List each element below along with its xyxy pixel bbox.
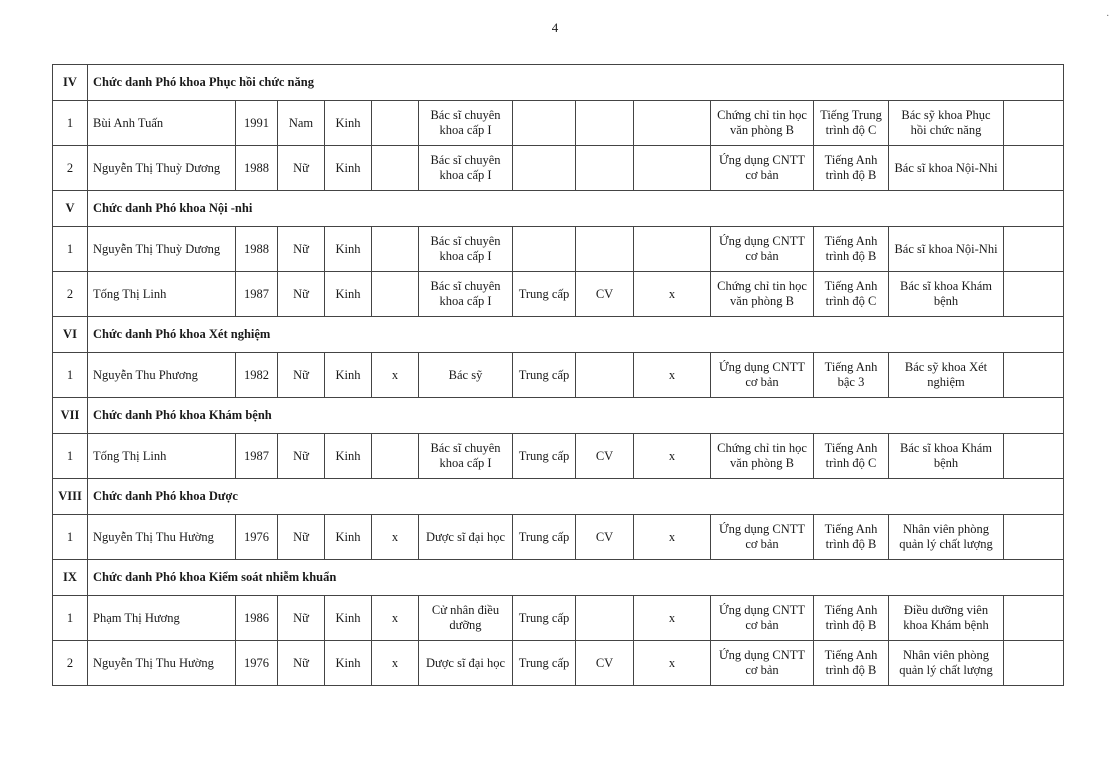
- cell-party: x: [372, 515, 419, 560]
- cell-language: Tiếng Anh trình độ C: [814, 434, 889, 479]
- section-title: Chức danh Phó khoa Kiểm soát nhiễm khuẩn: [88, 560, 1064, 596]
- cell-degree: Cử nhân điều dưỡng: [419, 596, 513, 641]
- cell-ethnicity: Kinh: [325, 353, 372, 398]
- page-number: 4: [551, 20, 559, 35]
- cell-politics: Trung cấp: [513, 596, 576, 641]
- cell-admin: CV: [576, 641, 634, 686]
- section-number: IV: [53, 65, 88, 101]
- cell-ethnicity: Kinh: [325, 227, 372, 272]
- cell-party: [372, 227, 419, 272]
- section-title: Chức danh Phó khoa Xét nghiệm: [88, 317, 1064, 353]
- section-number: V: [53, 191, 88, 227]
- cell-gender: Nữ: [278, 434, 325, 479]
- cell-ethnicity: Kinh: [325, 596, 372, 641]
- cell-language: Tiếng Anh bậc 3: [814, 353, 889, 398]
- section-header-row: [53, 317, 1064, 353]
- section-number: VI: [53, 317, 88, 353]
- cell-name: Nguyễn Thị Thuỳ Dương: [88, 146, 236, 191]
- table-row: [53, 434, 1064, 479]
- cell-gender: Nữ: [278, 146, 325, 191]
- cell-year: 1976: [236, 641, 278, 686]
- cell-name: Nguyễn Thị Thu Hường: [88, 515, 236, 560]
- cell-position: Bác sĩ khoa Khám bệnh: [889, 434, 1004, 479]
- section-title: Chức danh Phó khoa Phục hồi chức năng: [88, 65, 1064, 101]
- cell-position: Bác sỹ khoa Xét nghiệm: [889, 353, 1004, 398]
- cell-ethnicity: Kinh: [325, 272, 372, 317]
- cell-state-mgmt: x: [634, 272, 711, 317]
- cell-it: Chứng chỉ tin học văn phòng B: [711, 272, 814, 317]
- cell-party: x: [372, 596, 419, 641]
- cell-name: Tống Thị Linh: [88, 434, 236, 479]
- cell-party: [372, 146, 419, 191]
- cell-admin: CV: [576, 272, 634, 317]
- cell-degree: Bác sĩ chuyên khoa cấp I: [419, 434, 513, 479]
- cell-politics: Trung cấp: [513, 353, 576, 398]
- cell-politics: Trung cấp: [513, 515, 576, 560]
- cell-degree: Dược sĩ đại học: [419, 641, 513, 686]
- cell-note: [1004, 515, 1064, 560]
- cell-state-mgmt: [634, 101, 711, 146]
- cell-year: 1987: [236, 272, 278, 317]
- cell-it: Ứng dụng CNTT cơ bản: [711, 227, 814, 272]
- cell-it: Chứng chỉ tin học văn phòng B: [711, 101, 814, 146]
- section-header-row: [53, 560, 1064, 596]
- section-header-row: [53, 65, 1064, 101]
- cell-note: [1004, 227, 1064, 272]
- cell-stt: 2: [53, 146, 88, 191]
- cell-it: Ứng dụng CNTT cơ bản: [711, 146, 814, 191]
- table-row: [53, 146, 1064, 191]
- section-number: VIII: [53, 479, 88, 515]
- cell-state-mgmt: x: [634, 596, 711, 641]
- cell-note: [1004, 641, 1064, 686]
- table-row: [53, 353, 1064, 398]
- section-header-row: [53, 191, 1064, 227]
- cell-admin: CV: [576, 434, 634, 479]
- cell-language: Tiếng Anh trình độ C: [814, 272, 889, 317]
- cell-position: Nhân viên phòng quản lý chất lượng: [889, 641, 1004, 686]
- cell-stt: 1: [53, 101, 88, 146]
- cell-gender: Nữ: [278, 272, 325, 317]
- cell-it: Ứng dụng CNTT cơ bản: [711, 515, 814, 560]
- table-row: [53, 227, 1064, 272]
- cell-position: Nhân viên phòng quản lý chất lượng: [889, 515, 1004, 560]
- cell-ethnicity: Kinh: [325, 515, 372, 560]
- cell-stt: 1: [53, 227, 88, 272]
- section-header-row: [53, 398, 1064, 434]
- cell-note: [1004, 596, 1064, 641]
- cell-politics: [513, 101, 576, 146]
- cell-degree: Bác sĩ chuyên khoa cấp I: [419, 227, 513, 272]
- cell-language: Tiếng Trung trình độ C: [814, 101, 889, 146]
- section-number: IX: [53, 560, 88, 596]
- cell-state-mgmt: x: [634, 434, 711, 479]
- cell-year: 1988: [236, 227, 278, 272]
- cell-note: [1004, 272, 1064, 317]
- cell-stt: 1: [53, 434, 88, 479]
- cell-it: Ứng dụng CNTT cơ bản: [711, 596, 814, 641]
- cell-name: Tống Thị Linh: [88, 272, 236, 317]
- cell-year: 1988: [236, 146, 278, 191]
- cell-gender: Nam: [278, 101, 325, 146]
- section-header-row: [53, 479, 1064, 515]
- section-number: VII: [53, 398, 88, 434]
- table-body: [53, 65, 1064, 686]
- corner-mark: .: [1106, 8, 1109, 19]
- cell-degree: Bác sĩ chuyên khoa cấp I: [419, 272, 513, 317]
- cell-politics: [513, 146, 576, 191]
- cell-stt: 2: [53, 641, 88, 686]
- cell-gender: Nữ: [278, 515, 325, 560]
- cell-position: Bác sỹ khoa Phục hồi chức năng: [889, 101, 1004, 146]
- cell-stt: 2: [53, 272, 88, 317]
- cell-year: 1986: [236, 596, 278, 641]
- cell-stt: 1: [53, 353, 88, 398]
- cell-note: [1004, 434, 1064, 479]
- cell-gender: Nữ: [278, 641, 325, 686]
- section-title: Chức danh Phó khoa Khám bệnh: [88, 398, 1064, 434]
- cell-language: Tiếng Anh trình độ B: [814, 146, 889, 191]
- cell-admin: [576, 227, 634, 272]
- cell-degree: Dược sĩ đại học: [419, 515, 513, 560]
- cell-politics: Trung cấp: [513, 434, 576, 479]
- cell-name: Nguyễn Thị Thuỳ Dương: [88, 227, 236, 272]
- cell-gender: Nữ: [278, 227, 325, 272]
- cell-degree: Bác sĩ chuyên khoa cấp I: [419, 101, 513, 146]
- cell-gender: Nữ: [278, 596, 325, 641]
- cell-party: [372, 101, 419, 146]
- cell-ethnicity: Kinh: [325, 146, 372, 191]
- cell-party: [372, 434, 419, 479]
- cell-year: 1976: [236, 515, 278, 560]
- cell-state-mgmt: x: [634, 515, 711, 560]
- cell-ethnicity: Kinh: [325, 641, 372, 686]
- cell-name: Phạm Thị Hương: [88, 596, 236, 641]
- table-row: [53, 596, 1064, 641]
- cell-it: Ứng dụng CNTT cơ bản: [711, 353, 814, 398]
- cell-position: Bác sĩ khoa Nội-Nhi: [889, 146, 1004, 191]
- cell-ethnicity: Kinh: [325, 101, 372, 146]
- cell-state-mgmt: x: [634, 353, 711, 398]
- cell-admin: [576, 596, 634, 641]
- cell-politics: Trung cấp: [513, 272, 576, 317]
- cell-position: Bác sĩ khoa Nội-Nhi: [889, 227, 1004, 272]
- cell-position: Bác sĩ khoa Khám bệnh: [889, 272, 1004, 317]
- cell-language: Tiếng Anh trình độ B: [814, 641, 889, 686]
- table-row: [53, 101, 1064, 146]
- cell-ethnicity: Kinh: [325, 434, 372, 479]
- cell-language: Tiếng Anh trình độ B: [814, 227, 889, 272]
- cell-party: x: [372, 641, 419, 686]
- cell-degree: Bác sỹ: [419, 353, 513, 398]
- cell-admin: [576, 353, 634, 398]
- cell-state-mgmt: [634, 146, 711, 191]
- section-title: Chức danh Phó khoa Dược: [88, 479, 1064, 515]
- cell-it: Ứng dụng CNTT cơ bản: [711, 641, 814, 686]
- cell-language: Tiếng Anh trình độ B: [814, 596, 889, 641]
- cell-admin: [576, 101, 634, 146]
- cell-stt: 1: [53, 515, 88, 560]
- cell-stt: 1: [53, 596, 88, 641]
- cell-politics: Trung cấp: [513, 641, 576, 686]
- table-row: [53, 515, 1064, 560]
- staff-table: [52, 64, 1064, 686]
- cell-gender: Nữ: [278, 353, 325, 398]
- cell-admin: [576, 146, 634, 191]
- cell-name: Nguyễn Thị Thu Hường: [88, 641, 236, 686]
- cell-year: 1982: [236, 353, 278, 398]
- cell-year: 1991: [236, 101, 278, 146]
- cell-party: [372, 272, 419, 317]
- table-row: [53, 272, 1064, 317]
- cell-note: [1004, 353, 1064, 398]
- cell-politics: [513, 227, 576, 272]
- cell-state-mgmt: x: [634, 641, 711, 686]
- cell-name: Nguyễn Thu Phương: [88, 353, 236, 398]
- cell-degree: Bác sĩ chuyên khoa cấp I: [419, 146, 513, 191]
- cell-position: Điều dưỡng viên khoa Khám bệnh: [889, 596, 1004, 641]
- cell-note: [1004, 101, 1064, 146]
- cell-admin: CV: [576, 515, 634, 560]
- cell-year: 1987: [236, 434, 278, 479]
- cell-language: Tiếng Anh trình độ B: [814, 515, 889, 560]
- cell-party: x: [372, 353, 419, 398]
- cell-name: Bùi Anh Tuấn: [88, 101, 236, 146]
- cell-state-mgmt: [634, 227, 711, 272]
- table-row: [53, 641, 1064, 686]
- cell-it: Chứng chỉ tin học văn phòng B: [711, 434, 814, 479]
- cell-note: [1004, 146, 1064, 191]
- section-title: Chức danh Phó khoa Nội -nhi: [88, 191, 1064, 227]
